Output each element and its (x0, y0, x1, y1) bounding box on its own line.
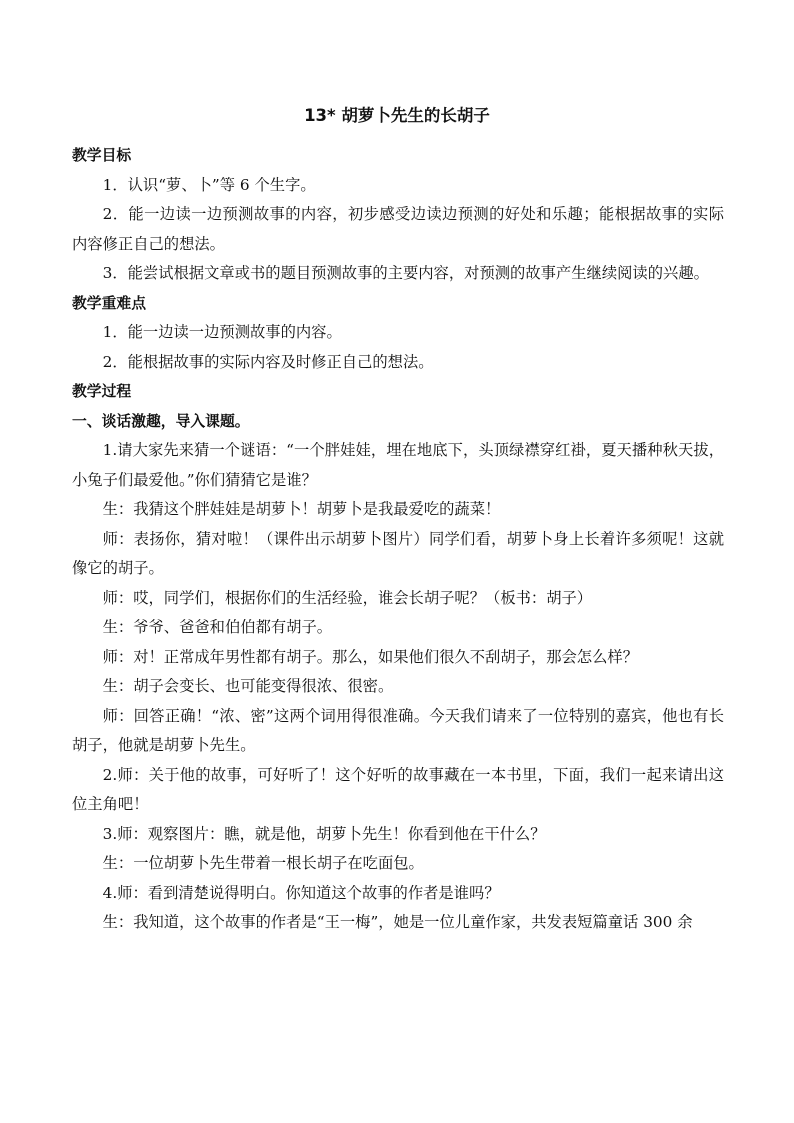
process-paragraph: 生：一位胡萝卜先生带着一根长胡子在吃面包。 (102, 854, 424, 872)
difficulty-item: 1．能一边读一边预测故事的内容。 (102, 323, 342, 341)
document-body (72, 141, 724, 938)
process-paragraph: 师：回答正确！“浓、密”这两个词用得很准确。今天我们请来了一位特别的嘉宾，他也有长胡子，他就是胡萝卜先生。 (72, 706, 724, 754)
goal-item: 3．能尝试根据文章或书的题目预测故事的主要内容，对预测的故事产生继续阅读的兴趣。 (102, 264, 709, 282)
process-paragraph: 生：我知道，这个故事的作者是“王一梅”，她是一位儿童作家，共发表短篇童话 300 余 (102, 913, 693, 931)
process-paragraph: 1.请大家先来猜一个谜语：“一个胖娃娃，埋在地底下，头顶绿襟穿红褂，夏天播种秋天拔，小兔子们最爱他。”你们猜猜它是谁？ (72, 441, 724, 489)
process-paragraph: 2.师：关于他的故事，可好听了！这个好听的故事藏在一本书里，下面，我们一起来请出这位主角吧！ (72, 765, 724, 813)
process-paragraph: 3.师：观察图片：瞧，就是他，胡萝卜先生！你看到他在干什么？ (102, 824, 546, 843)
section-heading-process: 教学过程 (72, 383, 132, 400)
process-paragraph: 师：表扬你，猜对啦！（课件出示胡萝卜图片）同学们看，胡萝卜身上长着许多须呢！这就像它的胡子。 (72, 529, 724, 577)
section-heading-difficulties: 教学重难点 (72, 294, 146, 312)
process-paragraph: 生：爷爷、爸爸和伯伯都有胡子。 (102, 618, 333, 636)
process-paragraph: 生：我猜这个胖娃娃是胡萝卜！胡萝卜是我最爱吃的蔬菜！ (102, 500, 501, 518)
difficulty-item: 2．能根据故事的实际内容及时修正自己的想法。 (102, 352, 434, 371)
document-title: 13* 胡萝卜先生的长胡子 (304, 106, 490, 125)
process-paragraph: 4.师：看到清楚说得明白。你知道这个故事的作者是谁吗？ (102, 883, 500, 902)
process-paragraph: 师：对！正常成年男性都有胡子。那么，如果他们很久不刮胡子，那会怎么样？ (102, 647, 638, 666)
goal-item: 2．能一边读一边预测故事的内容，初步感受边读边预测的好处和乐趣；能根据故事的实际内容修正自己的想法。 (72, 205, 724, 253)
process-paragraph: 师：哎，同学们，根据你们的生活经验，谁会长胡子呢？（板书：胡子） (102, 588, 593, 607)
goal-item: 1．认识“萝、卜”等 6 个生字。 (102, 175, 316, 194)
process-paragraph: 生：胡子会变长、也可能变得很浓、很密。 (102, 677, 394, 695)
process-subheading: 一、谈话激趣，导入课题。 (72, 412, 250, 430)
section-heading-goals: 教学目标 (72, 147, 132, 164)
